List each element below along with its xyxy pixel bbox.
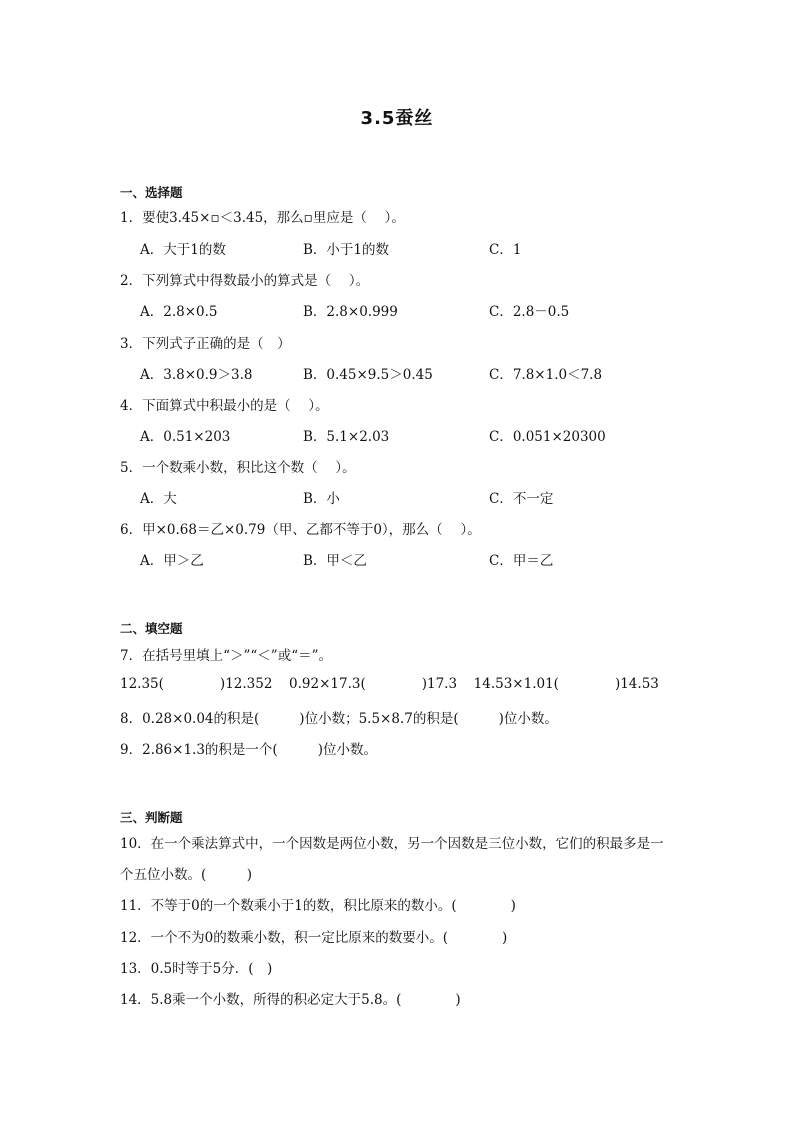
question-5-stem: 5．一个数乘小数，积比这个数（ ）。 xyxy=(120,460,356,476)
question-9 xyxy=(120,738,377,758)
question-11: 11．不等于0的一个数乘小于1的数，积比原来的数小。( ) xyxy=(120,898,516,914)
question-13: 13．0.5时等于5分．( ) xyxy=(120,961,273,977)
question-4-option-c: C．0.051×20300 xyxy=(489,429,606,445)
q8-part-2: )位小数；5.5×8.7的积是( xyxy=(299,711,459,727)
question-2-option-b: B．2.8×0.999 xyxy=(303,304,398,320)
q7-expr-1-right: )12.352 xyxy=(219,676,273,692)
question-6-stem: 6．甲×0.68＝乙×0.79（甲、乙都不等于0），那么（ ）。 xyxy=(120,522,481,538)
section-heading-judge: 三、判断题 xyxy=(120,810,183,825)
q9-part-1: 9．2.86×1.3的积是一个( xyxy=(120,742,278,758)
q7-expr-2-right: )17.3 xyxy=(421,676,458,692)
question-2-option-a: A．2.8×0.5 xyxy=(140,304,218,320)
question-3-option-a: A．3.8×0.9＞3.8 xyxy=(140,367,253,383)
q8-part-3: )位小数。 xyxy=(498,711,558,727)
q7-expr-3-left: 14.53×1.01( xyxy=(473,676,559,692)
q7-expr-3-right: )14.53 xyxy=(614,676,659,692)
q8-part-1: 8．0.28×0.04的积是( xyxy=(120,711,260,727)
question-7-stem: 7．在括号里填上“＞”“＜”或“＝”。 xyxy=(120,648,332,664)
question-3-option-c: C．7.8×1.0＜7.8 xyxy=(489,367,603,383)
question-6-option-b: B．甲＜乙 xyxy=(303,553,367,569)
q7-expr-1-left: 12.35( xyxy=(120,676,164,692)
q9-part-2: )位小数。 xyxy=(317,742,377,758)
question-1-stem: 1．要使3.45×▫＜3.45，那么▫里应是（ ）。 xyxy=(120,210,405,226)
page-title: 3.5蚕丝 xyxy=(360,108,434,129)
question-1-option-a: A．大于1的数 xyxy=(140,242,226,258)
section-heading-fill: 二、填空题 xyxy=(120,621,183,636)
question-2-option-c: C．2.8－0.5 xyxy=(489,304,570,320)
question-4-option-a: A．0.51×203 xyxy=(140,429,231,445)
question-4-stem: 4．下面算式中积最小的是（ ）。 xyxy=(120,398,329,414)
question-2-stem: 2．下列算式中得数最小的算式是（ ）。 xyxy=(120,273,370,289)
question-1-option-b: B．小于1的数 xyxy=(303,242,390,258)
section-heading-choice: 一、选择题 xyxy=(120,185,183,200)
question-3-option-b: B．0.45×9.5＞0.45 xyxy=(303,367,433,383)
question-5-option-b: B．小 xyxy=(303,491,340,507)
question-5-option-a: A．大 xyxy=(140,491,177,507)
question-10-line-2: 个五位小数。( ) xyxy=(120,867,253,883)
question-5-option-c: C．不一定 xyxy=(489,491,554,507)
question-7-expressions xyxy=(120,676,659,692)
question-3-stem: 3．下列式子正确的是（ ） xyxy=(120,336,291,352)
question-4-option-b: B．5.1×2.03 xyxy=(303,429,390,445)
question-6-option-a: A．甲＞乙 xyxy=(140,553,204,569)
q7-expr-2-left: 0.92×17.3( xyxy=(289,676,366,692)
question-12: 12．一个不为0的数乘小数，积一定比原来的数要小。( ) xyxy=(120,930,508,946)
question-6-option-c: C．甲＝乙 xyxy=(489,553,554,569)
question-14: 14．5.8乘一个小数，所得的积必定大于5.8。( ) xyxy=(120,992,461,1008)
question-10-line-1: 10．在一个乘法算式中，一个因数是两位小数，另一个因数是三位小数，它们的积最多是一 xyxy=(120,836,664,852)
question-8 xyxy=(120,707,558,727)
question-1-option-c: C．1 xyxy=(489,242,522,258)
